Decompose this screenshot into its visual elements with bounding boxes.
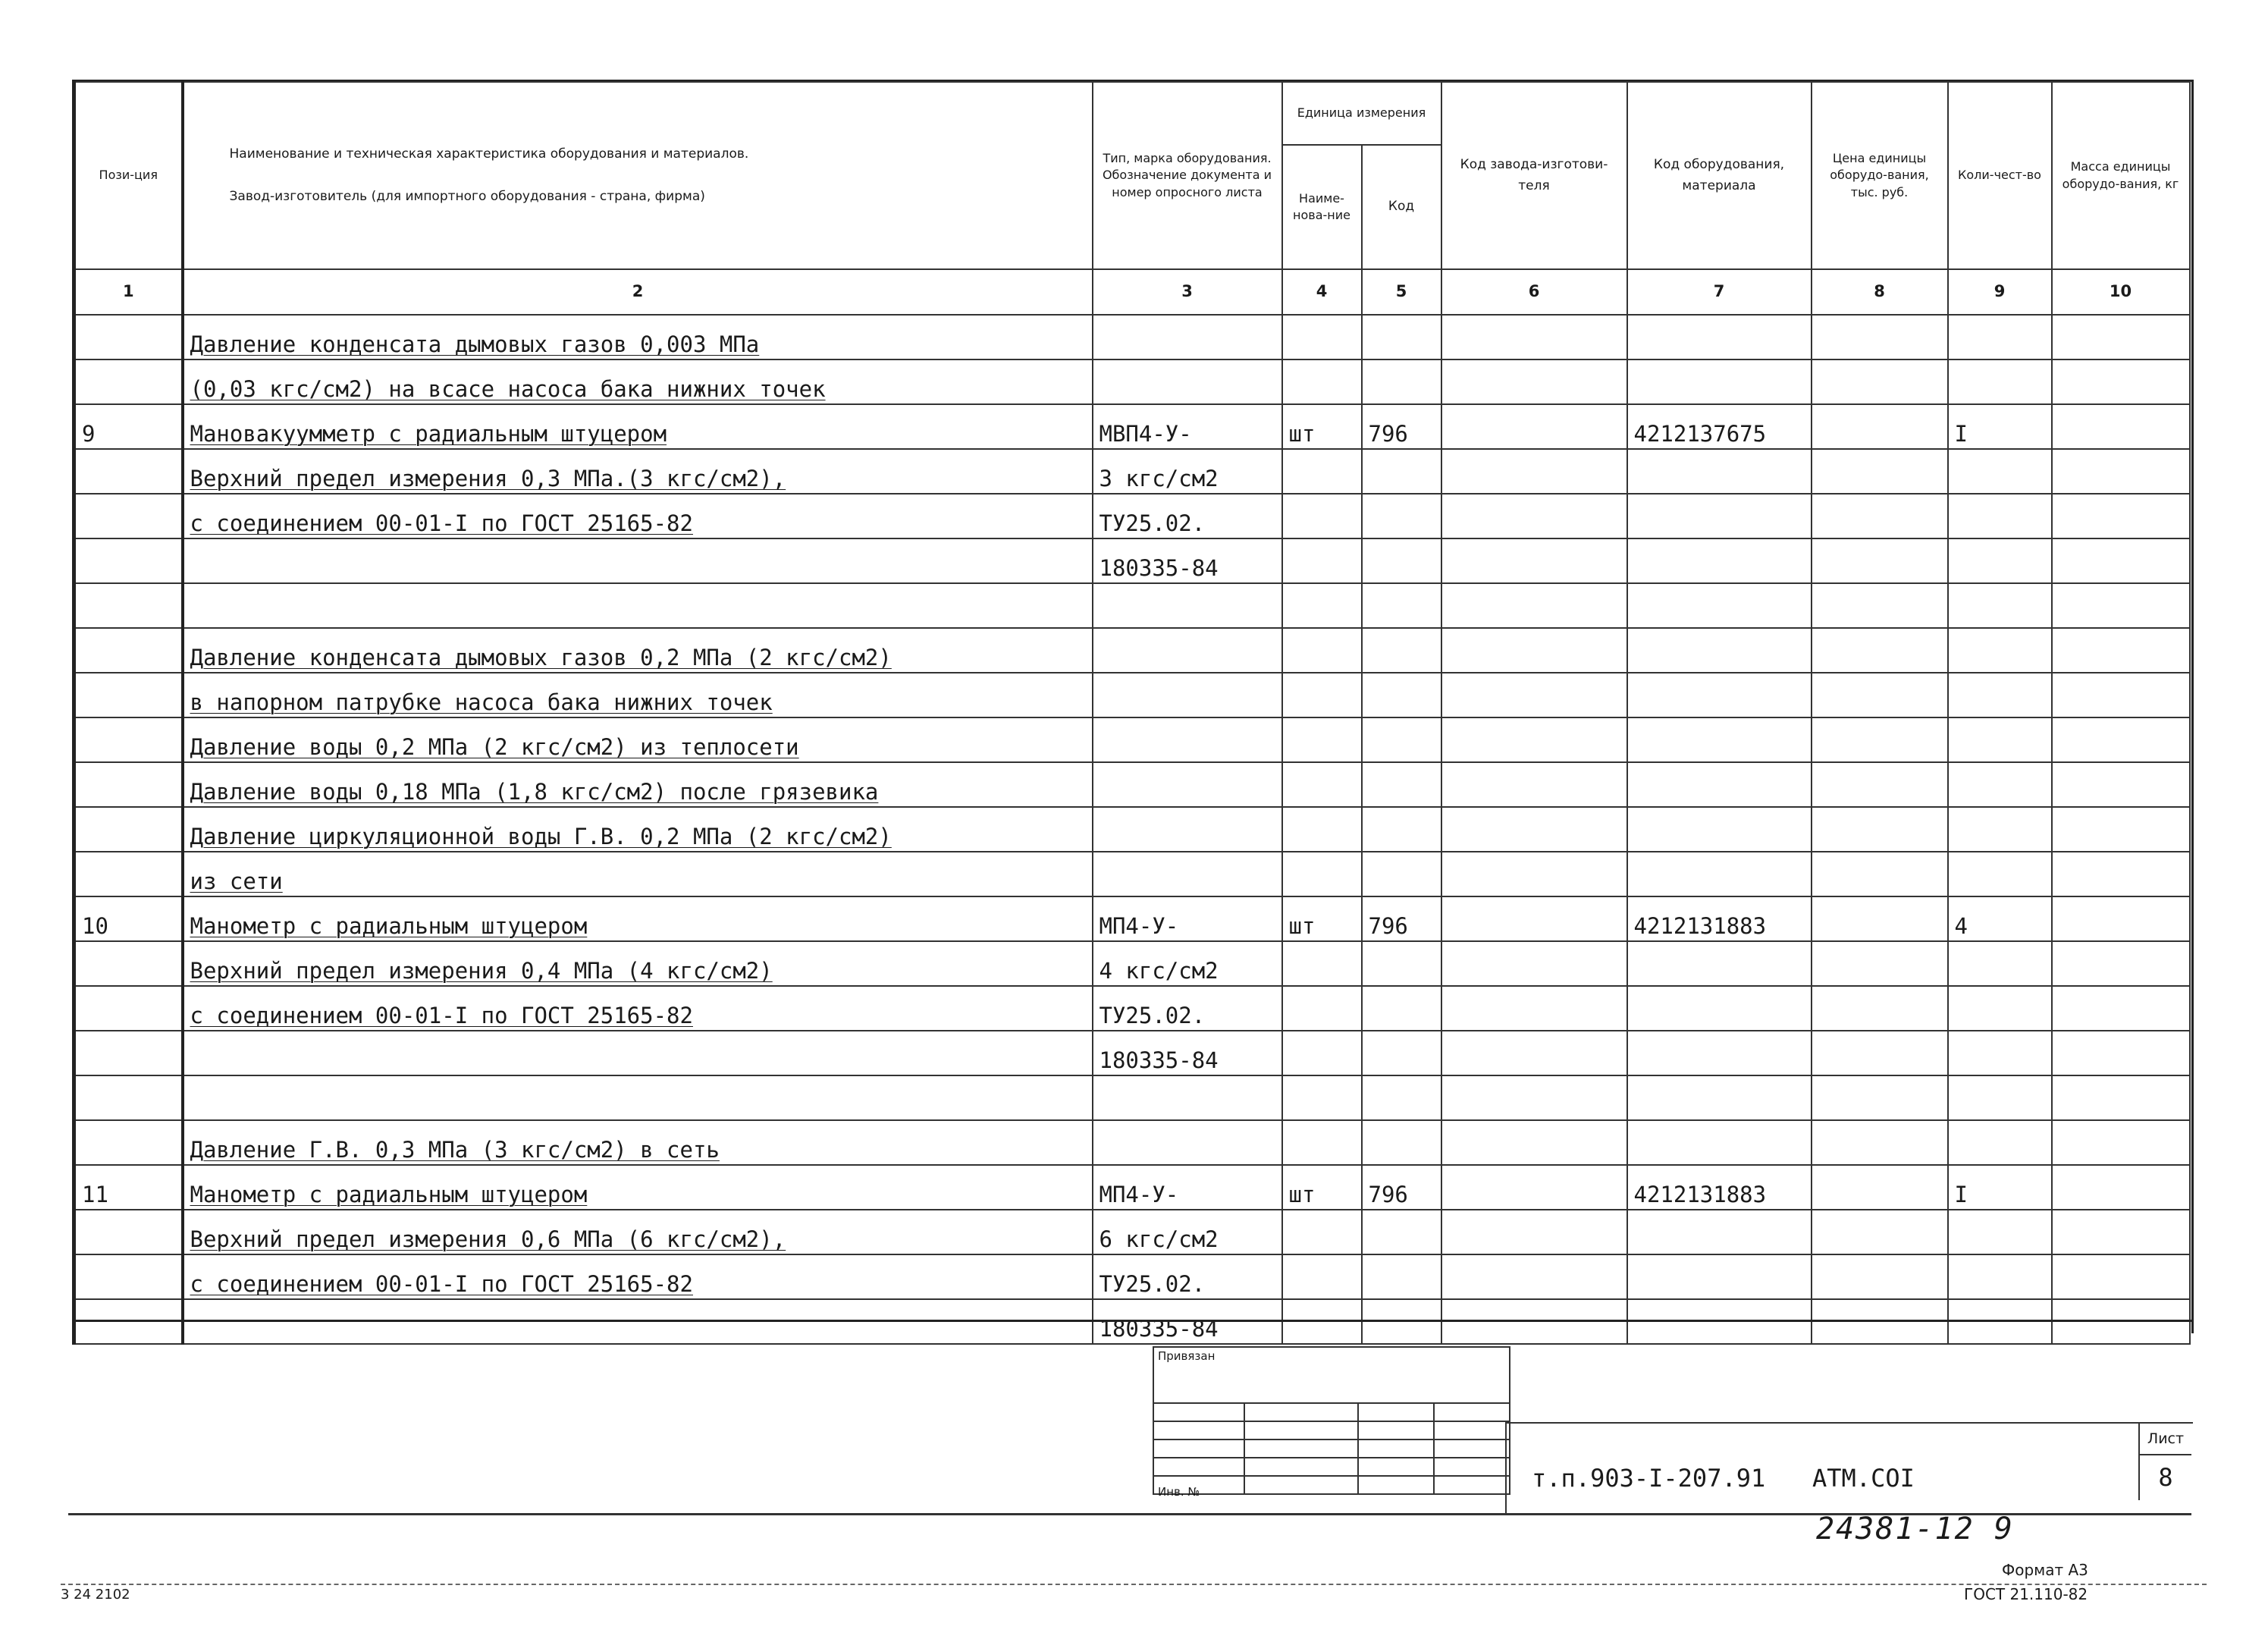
row-type: 6 кгс/см2	[1093, 1210, 1282, 1254]
row-unit	[1282, 807, 1362, 852]
row-equipment-code	[1627, 807, 1812, 852]
row-quantity	[1948, 1031, 2052, 1075]
row-unit	[1282, 449, 1362, 494]
row-unit	[1282, 315, 1362, 359]
row-name: Давление циркуляционной воды Г.В. 0,2 МПа (2 кгс/см2)	[183, 807, 1093, 852]
row-mass	[2052, 852, 2190, 896]
row-quantity	[1948, 1210, 2052, 1254]
colnum-1: 1	[74, 269, 183, 315]
row-unit	[1282, 941, 1362, 986]
row-name: Давление конденсата дымовых газов 0,2 МПа (2 кгс/см2)	[183, 628, 1093, 673]
row-price	[1812, 404, 1948, 449]
row-equipment-code	[1627, 583, 1812, 628]
row-unit-code	[1362, 1120, 1441, 1165]
row-factory-code	[1441, 583, 1627, 628]
row-mass	[2052, 404, 2190, 449]
table-row	[74, 404, 2190, 449]
row-quantity	[1948, 673, 2052, 717]
row-type: МП4-У-	[1093, 1165, 1282, 1210]
sheet-label: Лист	[2138, 1424, 2191, 1455]
row-type: ТУ25.02.	[1093, 494, 1282, 538]
row-name: с соединением 00-01-I по ГОСТ 25165-82	[183, 494, 1093, 538]
row-unit	[1282, 1075, 1362, 1120]
row-price	[1812, 673, 1948, 717]
row-factory-code	[1441, 896, 1627, 941]
row-unit-code: 796	[1362, 896, 1441, 941]
row-name: Верхний предел измерения 0,3 МПа.(3 кгс/см2),	[183, 449, 1093, 494]
row-type: МП4-У-	[1093, 896, 1282, 941]
header-price: Цена единицы оборудо-вания, тыс. руб.	[1812, 82, 1948, 269]
row-quantity	[1948, 538, 2052, 583]
row-unit	[1282, 359, 1362, 404]
table-row	[74, 941, 2190, 986]
row-factory-code	[1441, 449, 1627, 494]
row-unit-code	[1362, 538, 1441, 583]
row-price	[1812, 1120, 1948, 1165]
row-price	[1812, 1031, 1948, 1075]
row-quantity	[1948, 359, 2052, 404]
row-factory-code	[1441, 807, 1627, 852]
document-suffix: АТМ.СОI	[1812, 1464, 1915, 1493]
row-equipment-code: 4212131883	[1627, 896, 1812, 941]
row-position	[74, 1075, 183, 1120]
row-quantity	[1948, 852, 2052, 896]
colnum-7: 7	[1627, 269, 1812, 315]
row-price	[1812, 449, 1948, 494]
row-type	[1093, 1120, 1282, 1165]
row-unit: шт	[1282, 404, 1362, 449]
row-factory-code	[1441, 1254, 1627, 1299]
row-unit	[1282, 1254, 1362, 1299]
row-position: 10	[74, 896, 183, 941]
approval-stamp	[1153, 1346, 1510, 1495]
row-quantity	[1948, 762, 2052, 807]
row-mass	[2052, 1254, 2190, 1299]
row-mass	[2052, 315, 2190, 359]
row-quantity: I	[1948, 1165, 2052, 1210]
row-unit-code	[1362, 941, 1441, 986]
row-position: 11	[74, 1165, 183, 1210]
row-name: Давление Г.В. 0,3 МПа (3 кгс/см2) в сеть	[183, 1120, 1093, 1165]
table-row	[74, 315, 2190, 359]
row-price	[1812, 762, 1948, 807]
page-bottom-rule	[61, 1584, 2207, 1585]
row-factory-code	[1441, 673, 1627, 717]
row-mass	[2052, 359, 2190, 404]
colnum-2: 2	[183, 269, 1093, 315]
row-unit	[1282, 583, 1362, 628]
row-equipment-code	[1627, 359, 1812, 404]
row-position	[74, 673, 183, 717]
column-number-row	[74, 269, 2190, 315]
row-price	[1812, 538, 1948, 583]
corner-stamp-text: 3 24 2102	[61, 1587, 130, 1603]
row-quantity: I	[1948, 404, 2052, 449]
row-unit-code: 796	[1362, 404, 1441, 449]
row-position	[74, 359, 183, 404]
stamp-inventory-label: Инв. №	[1158, 1485, 1200, 1499]
row-position	[74, 315, 183, 359]
row-position	[74, 1210, 183, 1254]
row-type	[1093, 1075, 1282, 1120]
row-unit	[1282, 986, 1362, 1031]
row-unit	[1282, 717, 1362, 762]
row-factory-code	[1441, 494, 1627, 538]
table-row	[74, 538, 2190, 583]
row-unit-code	[1362, 628, 1441, 673]
row-factory-code	[1441, 1165, 1627, 1210]
row-mass	[2052, 986, 2190, 1031]
row-factory-code	[1441, 1120, 1627, 1165]
row-name: Манометр с радиальным штуцером	[183, 896, 1093, 941]
table-row	[74, 449, 2190, 494]
colnum-9: 9	[1948, 269, 2052, 315]
row-price	[1812, 717, 1948, 762]
row-position	[74, 449, 183, 494]
row-unit-code	[1362, 494, 1441, 538]
row-factory-code	[1441, 538, 1627, 583]
row-position	[74, 941, 183, 986]
row-quantity	[1948, 315, 2052, 359]
row-mass	[2052, 494, 2190, 538]
row-factory-code	[1441, 404, 1627, 449]
header-name-line1: Наименование и техническая характеристика оборудования и материалов.	[229, 146, 749, 162]
row-type: МВП4-У-	[1093, 404, 1282, 449]
row-price	[1812, 628, 1948, 673]
row-name: Верхний предел измерения 0,4 МПа (4 кгс/см2)	[183, 941, 1093, 986]
table-row	[74, 494, 2190, 538]
table-row	[74, 717, 2190, 762]
header-name-line2: Завод-изготовитель (для импортного оборудования - страна, фирма)	[229, 188, 705, 204]
row-unit-code	[1362, 583, 1441, 628]
row-name: в напорном патрубке насоса бака нижних точек	[183, 673, 1093, 717]
row-unit-code	[1362, 673, 1441, 717]
row-unit	[1282, 852, 1362, 896]
row-mass	[2052, 1075, 2190, 1120]
row-mass	[2052, 896, 2190, 941]
row-quantity	[1948, 1075, 2052, 1120]
row-position	[74, 628, 183, 673]
row-equipment-code	[1627, 852, 1812, 896]
colnum-3: 3	[1093, 269, 1282, 315]
header-quantity: Коли-чест-во	[1948, 82, 2052, 269]
table-row	[74, 762, 2190, 807]
row-quantity	[1948, 494, 2052, 538]
row-type	[1093, 583, 1282, 628]
row-name: (0,03 кгс/см2) на всасе насоса бака нижних точек	[183, 359, 1093, 404]
row-unit-code	[1362, 986, 1441, 1031]
colnum-8: 8	[1812, 269, 1948, 315]
row-unit-code	[1362, 359, 1441, 404]
row-mass	[2052, 941, 2190, 986]
row-price	[1812, 1075, 1948, 1120]
row-position	[74, 807, 183, 852]
row-mass	[2052, 717, 2190, 762]
row-name: Давление воды 0,18 МПа (1,8 кгс/см2) после грязевика	[183, 762, 1093, 807]
row-unit-code	[1362, 1210, 1441, 1254]
row-unit	[1282, 1031, 1362, 1075]
row-equipment-code	[1627, 1210, 1812, 1254]
row-unit	[1282, 494, 1362, 538]
row-quantity	[1948, 807, 2052, 852]
row-price	[1812, 807, 1948, 852]
row-equipment-code	[1627, 449, 1812, 494]
header-factory-code: Код завода-изготови-теля	[1441, 82, 1627, 269]
row-unit-code	[1362, 807, 1441, 852]
stamp-attached-label: Привязан	[1158, 1349, 1216, 1363]
table-row	[74, 1120, 2190, 1165]
row-name	[183, 1075, 1093, 1120]
row-price	[1812, 852, 1948, 896]
row-factory-code	[1441, 852, 1627, 896]
table-row	[74, 359, 2190, 404]
row-mass	[2052, 1120, 2190, 1165]
table-row	[74, 628, 2190, 673]
row-factory-code	[1441, 359, 1627, 404]
header-unit-code: Код	[1362, 145, 1441, 269]
row-quantity	[1948, 1254, 2052, 1299]
row-unit-code	[1362, 1075, 1441, 1120]
row-quantity	[1948, 986, 2052, 1031]
row-position	[74, 1031, 183, 1075]
row-unit-code	[1362, 852, 1441, 896]
row-equipment-code	[1627, 1120, 1812, 1165]
row-equipment-code	[1627, 494, 1812, 538]
document-code: т.п.903-I-207.91	[1532, 1464, 1766, 1493]
row-unit	[1282, 762, 1362, 807]
row-type: 180335-84	[1093, 1031, 1282, 1075]
row-position	[74, 762, 183, 807]
row-mass	[2052, 807, 2190, 852]
row-equipment-code	[1627, 1075, 1812, 1120]
header-type: Тип, марка оборудования. Обозначение документа и номер опросного листа	[1093, 82, 1282, 269]
row-price	[1812, 896, 1948, 941]
row-unit: шт	[1282, 1165, 1362, 1210]
row-price	[1812, 583, 1948, 628]
row-type: ТУ25.02.	[1093, 986, 1282, 1031]
row-price	[1812, 986, 1948, 1031]
row-equipment-code	[1627, 762, 1812, 807]
row-equipment-code: 4212137675	[1627, 404, 1812, 449]
row-price	[1812, 941, 1948, 986]
row-factory-code	[1441, 986, 1627, 1031]
row-unit	[1282, 628, 1362, 673]
row-equipment-code	[1627, 538, 1812, 583]
paper-format: Формат А3	[2002, 1561, 2088, 1579]
row-unit	[1282, 673, 1362, 717]
handwritten-number: 24381-12 9	[1816, 1512, 2014, 1546]
row-name: с соединением 00-01-I по ГОСТ 25165-82	[183, 986, 1093, 1031]
row-equipment-code	[1627, 1031, 1812, 1075]
table-row	[74, 986, 2190, 1031]
row-factory-code	[1441, 1210, 1627, 1254]
row-quantity	[1948, 449, 2052, 494]
header-unit-group: Единица измерения	[1282, 82, 1441, 145]
row-unit-code: 796	[1362, 1165, 1441, 1210]
row-position	[74, 538, 183, 583]
row-position	[74, 852, 183, 896]
row-type	[1093, 359, 1282, 404]
table-row	[74, 1075, 2190, 1120]
table-row	[74, 896, 2190, 941]
row-name: с соединением 00-01-I по ГОСТ 25165-82	[183, 1254, 1093, 1299]
row-price	[1812, 494, 1948, 538]
row-unit-code	[1362, 1031, 1441, 1075]
row-mass	[2052, 762, 2190, 807]
row-factory-code	[1441, 628, 1627, 673]
row-type	[1093, 807, 1282, 852]
row-price	[1812, 1254, 1948, 1299]
row-unit-code	[1362, 1254, 1441, 1299]
row-price	[1812, 359, 1948, 404]
row-mass	[2052, 673, 2190, 717]
colnum-4: 4	[1282, 269, 1362, 315]
table-row	[74, 583, 2190, 628]
table-row	[74, 852, 2190, 896]
row-type	[1093, 315, 1282, 359]
row-factory-code	[1441, 717, 1627, 762]
header-unit-name: Наиме-нова-ние	[1282, 145, 1362, 269]
row-type	[1093, 852, 1282, 896]
row-price	[1812, 315, 1948, 359]
row-equipment-code	[1627, 986, 1812, 1031]
row-position	[74, 1254, 183, 1299]
row-mass	[2052, 1210, 2190, 1254]
colnum-5: 5	[1362, 269, 1441, 315]
row-name	[183, 1031, 1093, 1075]
specification-body	[74, 315, 2190, 1344]
row-type: ТУ25.02.	[1093, 1254, 1282, 1299]
row-factory-code	[1441, 762, 1627, 807]
row-name	[183, 538, 1093, 583]
row-unit-code	[1362, 762, 1441, 807]
row-factory-code	[1441, 1075, 1627, 1120]
row-factory-code	[1441, 1031, 1627, 1075]
row-mass	[2052, 628, 2190, 673]
row-name: Мановакуумметр с радиальным штуцером	[183, 404, 1093, 449]
row-price	[1812, 1210, 1948, 1254]
row-type	[1093, 717, 1282, 762]
row-position	[74, 986, 183, 1031]
row-type: 4 кгс/см2	[1093, 941, 1282, 986]
specification-table	[72, 81, 2191, 1345]
row-type	[1093, 762, 1282, 807]
row-type: 180335-84	[1093, 1299, 1282, 1344]
row-name: Манометр с радиальным штуцером	[183, 1165, 1093, 1210]
row-unit-code	[1362, 315, 1441, 359]
row-mass	[2052, 1165, 2190, 1210]
colnum-6: 6	[1441, 269, 1627, 315]
row-name: из сети	[183, 852, 1093, 896]
row-equipment-code	[1627, 673, 1812, 717]
row-equipment-code	[1627, 717, 1812, 762]
gost-reference: ГОСТ 21.110-82	[1964, 1585, 2088, 1603]
row-quantity	[1948, 1120, 2052, 1165]
row-name: Давление конденсата дымовых газов 0,003 МПа	[183, 315, 1093, 359]
row-type: 180335-84	[1093, 538, 1282, 583]
header-mass: Масса единицы оборудо-вания, кг	[2052, 82, 2190, 269]
row-quantity	[1948, 583, 2052, 628]
row-mass	[2052, 538, 2190, 583]
row-type: 3 кгс/см2	[1093, 449, 1282, 494]
row-position	[74, 717, 183, 762]
row-position	[74, 1120, 183, 1165]
row-unit	[1282, 538, 1362, 583]
row-name	[183, 583, 1093, 628]
row-position	[74, 494, 183, 538]
row-name: Давление воды 0,2 МПа (2 кгс/см2) из теплосети	[183, 717, 1093, 762]
table-row	[74, 1210, 2190, 1254]
row-mass	[2052, 449, 2190, 494]
row-unit-code	[1362, 449, 1441, 494]
table-row	[74, 1165, 2190, 1210]
row-unit	[1282, 1210, 1362, 1254]
table-row	[74, 1254, 2190, 1299]
table-row	[74, 673, 2190, 717]
row-equipment-code	[1627, 941, 1812, 986]
row-quantity	[1948, 941, 2052, 986]
row-unit	[1282, 1120, 1362, 1165]
header-row	[74, 82, 2190, 145]
row-factory-code	[1441, 941, 1627, 986]
row-mass	[2052, 1031, 2190, 1075]
row-mass	[2052, 583, 2190, 628]
row-name: Верхний предел измерения 0,6 МПа (6 кгс/см2),	[183, 1210, 1093, 1254]
row-factory-code	[1441, 315, 1627, 359]
sheet-number: 8	[2138, 1455, 2191, 1500]
row-unit: шт	[1282, 896, 1362, 941]
header-equipment-code: Код оборудования, материала	[1627, 82, 1812, 269]
row-equipment-code: 4212131883	[1627, 1165, 1812, 1210]
row-equipment-code	[1627, 315, 1812, 359]
colnum-10: 10	[2052, 269, 2190, 315]
row-quantity: 4	[1948, 896, 2052, 941]
row-quantity	[1948, 717, 2052, 762]
header-position: Пози-ция	[74, 82, 183, 269]
table-row	[74, 1031, 2190, 1075]
row-type	[1093, 628, 1282, 673]
row-price	[1812, 1165, 1948, 1210]
row-equipment-code	[1627, 1254, 1812, 1299]
row-type	[1093, 673, 1282, 717]
table-row	[74, 807, 2190, 852]
header-name	[183, 82, 1093, 269]
row-position	[74, 583, 183, 628]
row-quantity	[1948, 628, 2052, 673]
row-position: 9	[74, 404, 183, 449]
row-equipment-code	[1627, 628, 1812, 673]
row-unit-code	[1362, 717, 1441, 762]
